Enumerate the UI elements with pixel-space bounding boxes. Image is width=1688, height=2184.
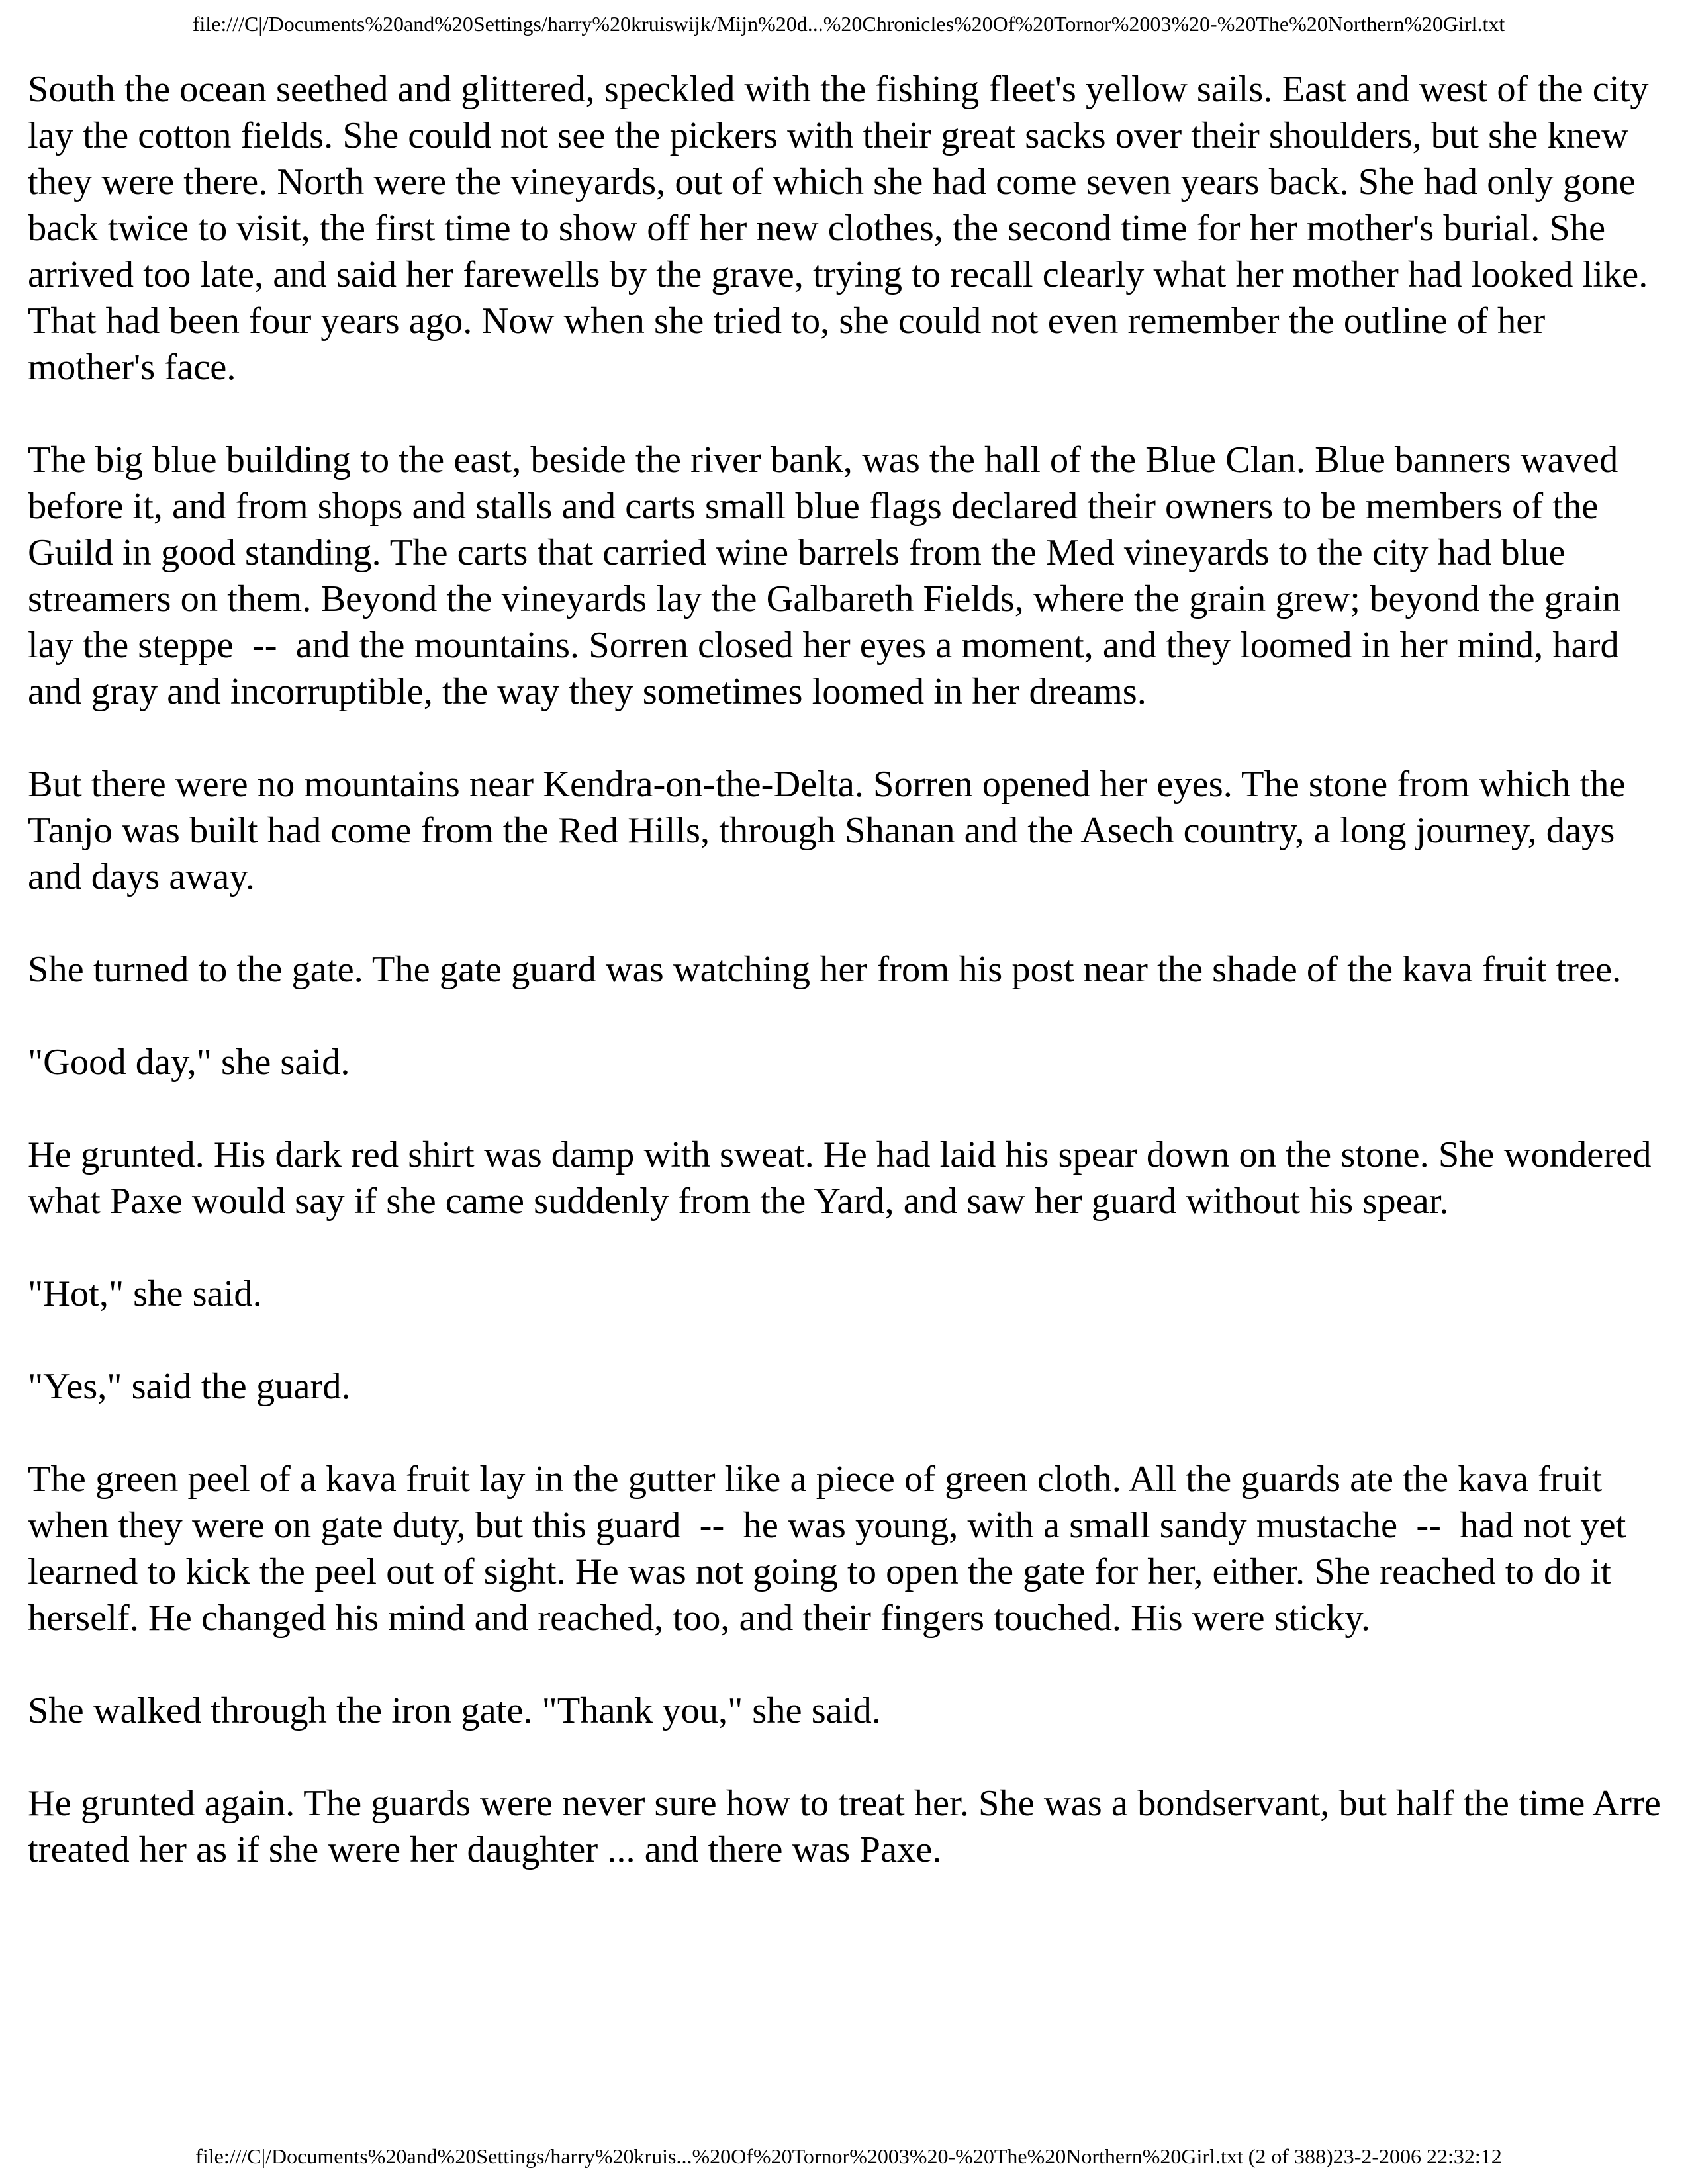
document-body: [28, 66, 1671, 1919]
page-footer: file:///C|/Documents%20and%20Settings/harry%20kruis...%20Of%20Tornor%2003%20-%20The%20Northern%20Girl.txt (2 of 388)23-2-2006 22:32:12: [195, 2144, 1502, 2168]
paragraph: "Yes," said the guard.: [28, 1366, 351, 1407]
paragraph: South the ocean seethed and glittered, speckled with the fishing fleet's yellow sails. East and west of the city lay the cotton fields. She could not see the pickers with their great sacks over their shoulders, but she knew they were there. North were the vineyards, out of which she had come seven years back. She had only gone back twice to visit, the first time to show off her new clothes, the second time for her mother's burial. She arrived too late, and said her farewells by the grave, trying to recall clearly what her mother had looked like. That had been four years ago. Now when she tried to, she could not even remember the outline of her mother's face.: [28, 69, 1658, 388]
paragraph: "Good day," she said.: [28, 1042, 350, 1083]
paragraph: She turned to the gate. The gate guard was watching her from his post near the shade of the kava fruit tree.: [28, 949, 1622, 990]
paragraph: The green peel of a kava fruit lay in the gutter like a piece of green cloth. All the guards ate the kava fruit when they were on gate duty, but this guard -- he was young, with a small sandy mustache -- had not yet learned to kick the peel out of sight. He was not going to open the gate for her, either. She reached to do it herself. He changed his mind and reached, too, and their fingers touched. His were sticky.: [28, 1459, 1636, 1639]
paragraph: He grunted. His dark red shirt was damp with sweat. He had laid his spear down on the stone. She wondered what Paxe would say if she came suddenly from the Yard, and saw her guard without his spear.: [28, 1134, 1661, 1222]
paragraph: The big blue building to the east, beside the river bank, was the hall of the Blue Clan. Blue banners waved before it, and from shops and stalls and carts small blue flags declared their owners to be members of the Guild in good standing. The carts that carried wine barrels from the Med vineyards to the city had blue streamers on them. Beyond the vineyards lay the Galbareth Fields, where the grain grew; beyond the grain lay the steppe -- and the mountains. Sorren closed her eyes a moment, and they loomed in her mind, hard and gray and incorruptible, the way they sometimes loomed in her dreams.: [28, 439, 1630, 712]
paragraph: "Hot," she said.: [28, 1273, 262, 1314]
paragraph: He grunted again. The guards were never sure how to treat her. She was a bondservant, but half the time Arre treated her as if she were her daughter ... and there was Paxe.: [28, 1783, 1671, 1870]
page-header-url: file:///C|/Documents%20and%20Settings/harry%20kruiswijk/Mijn%20d...%20Chronicles%20Of%20Tornor%2003%20-%20The%20Northern%20Girl.txt: [192, 12, 1505, 36]
paragraph: She walked through the iron gate. "Thank you," she said.: [28, 1690, 881, 1731]
paragraph: But there were no mountains near Kendra-on-the-Delta. Sorren opened her eyes. The stone from which the Tanjo was built had come from the Red Hills, through Shanan and the Asech country, a long journey, days and days away.: [28, 764, 1634, 897]
